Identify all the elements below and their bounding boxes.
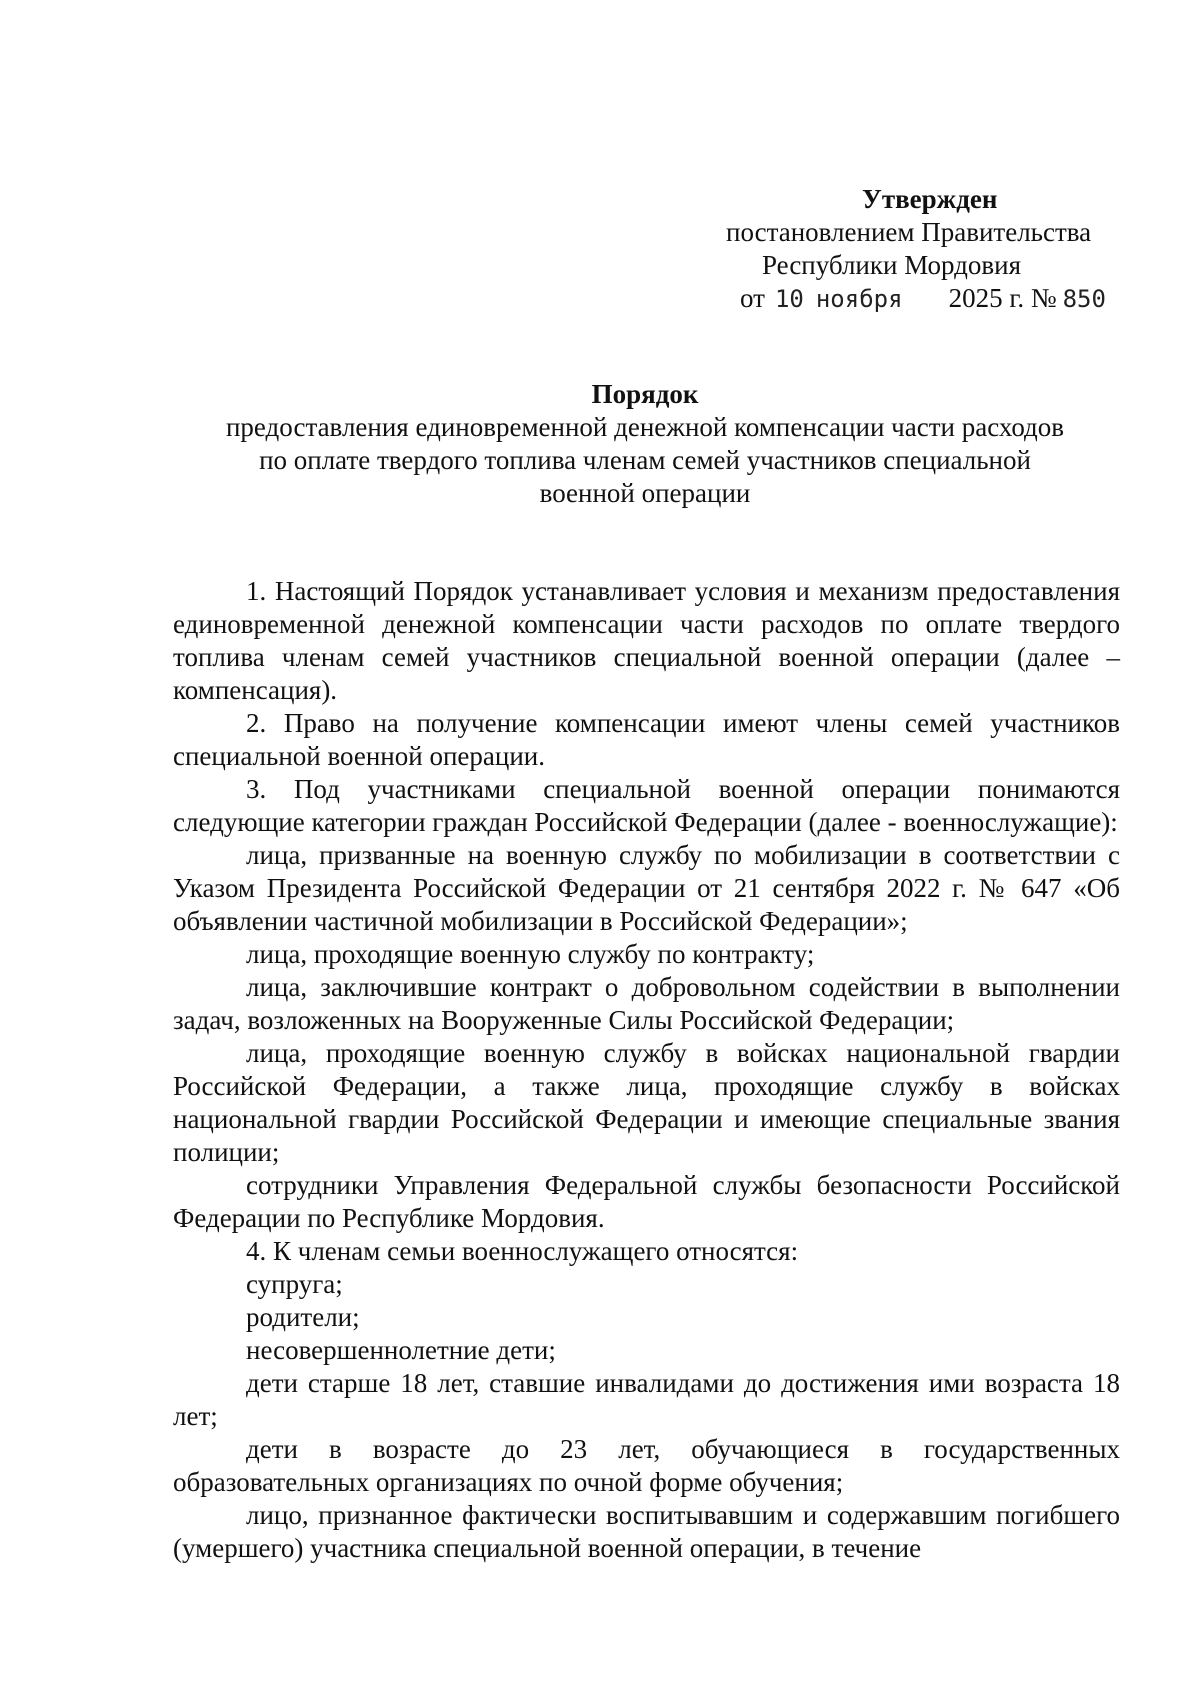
approval-title: Утвержден (862, 184, 998, 214)
date-prefix: от (740, 283, 765, 313)
paragraph-3-item-contract: лица, проходящие военную службу по контракту; (246, 939, 815, 969)
paragraph-1: 1. Настоящий Порядок устанавливает условия и механизм предоставления единовременной денежной компенсации части расходов по оплате твердого топлива членам семей участников специальной военной операции (далее – компенсация). (173, 576, 1120, 705)
paragraph-4-item-minor-children: несовершеннолетние дети; (246, 1335, 556, 1365)
approval-line-resolution: постановлением Правительства (726, 217, 1092, 247)
paragraph-2: 2. Право на получение компенсации имеют члены семей участников специальной военной операции. (173, 708, 1120, 771)
paragraph-4-item-disabled-children: дети старше 18 лет, ставшие инвалидами до достижения ими возраста 18 лет; (173, 1368, 1120, 1431)
approval-stamp (706, 183, 1136, 316)
paragraph-4-item-guardian: лицо, признанное фактически воспитывавшим и содержавшим погибшего (умершего) участника специальной военной операции, в течение (173, 1500, 1120, 1563)
paragraph-3-item-national-guard: лица, проходящие военную службу в войсках национальной гвардии Российской Федерации, а также лица, проходящие службу в войсках национальной гвардии Российской Федерации и имеющие специальные звания полиции; (173, 1038, 1120, 1167)
approval-line-republic: Республики Мордовия (762, 250, 1022, 280)
handwritten-date-month: ноября (815, 285, 903, 313)
date-year: 2025 г. № (948, 283, 1057, 313)
paragraph-3-item-fsb: сотрудники Управления Федеральной службы безопасности Российской Федерации по Республике Мордовия. (173, 1170, 1120, 1233)
document-body (173, 575, 1120, 1565)
handwritten-date-day: 10 (774, 285, 804, 313)
document-title: Порядок (591, 379, 699, 409)
paragraph-4-item-parents: родители; (246, 1302, 360, 1332)
paragraph-3: 3. Под участниками специальной военной операции понимаются следующие категории граждан Российской Федерации (далее - военнослужащие): (173, 774, 1120, 837)
handwritten-doc-number: 850 (1062, 285, 1106, 313)
approval-date-line (706, 282, 1136, 316)
paragraph-3-item-volunteer: лица, заключившие контракт о добровольном содействии в выполнении задач, возложенных на Вооруженные Силы Российской Федерации; (173, 972, 1120, 1035)
paragraph-4-item-spouse: супруга; (246, 1269, 343, 1299)
paragraph-4-item-students: дети в возрасте до 23 лет, обучающиеся в государственных образовательных организациях по очной форме обучения; (173, 1434, 1120, 1497)
document-subtitle: предоставления единовременной денежной компенсации части расходов по оплате твердого топлива членам семей участников специальной военной операции (225, 412, 1065, 508)
paragraph-4: 4. К членам семьи военнослужащего относятся: (246, 1236, 799, 1266)
paragraph-3-item-mobilized: лица, призванные на военную службу по мобилизации в соответствии с Указом Президента Российской Федерации от 21 сентября 2022 г. № 647 «Об объявлении частичной мобилизации в Российской Федерации»; (173, 840, 1120, 936)
document-heading (170, 378, 1120, 510)
